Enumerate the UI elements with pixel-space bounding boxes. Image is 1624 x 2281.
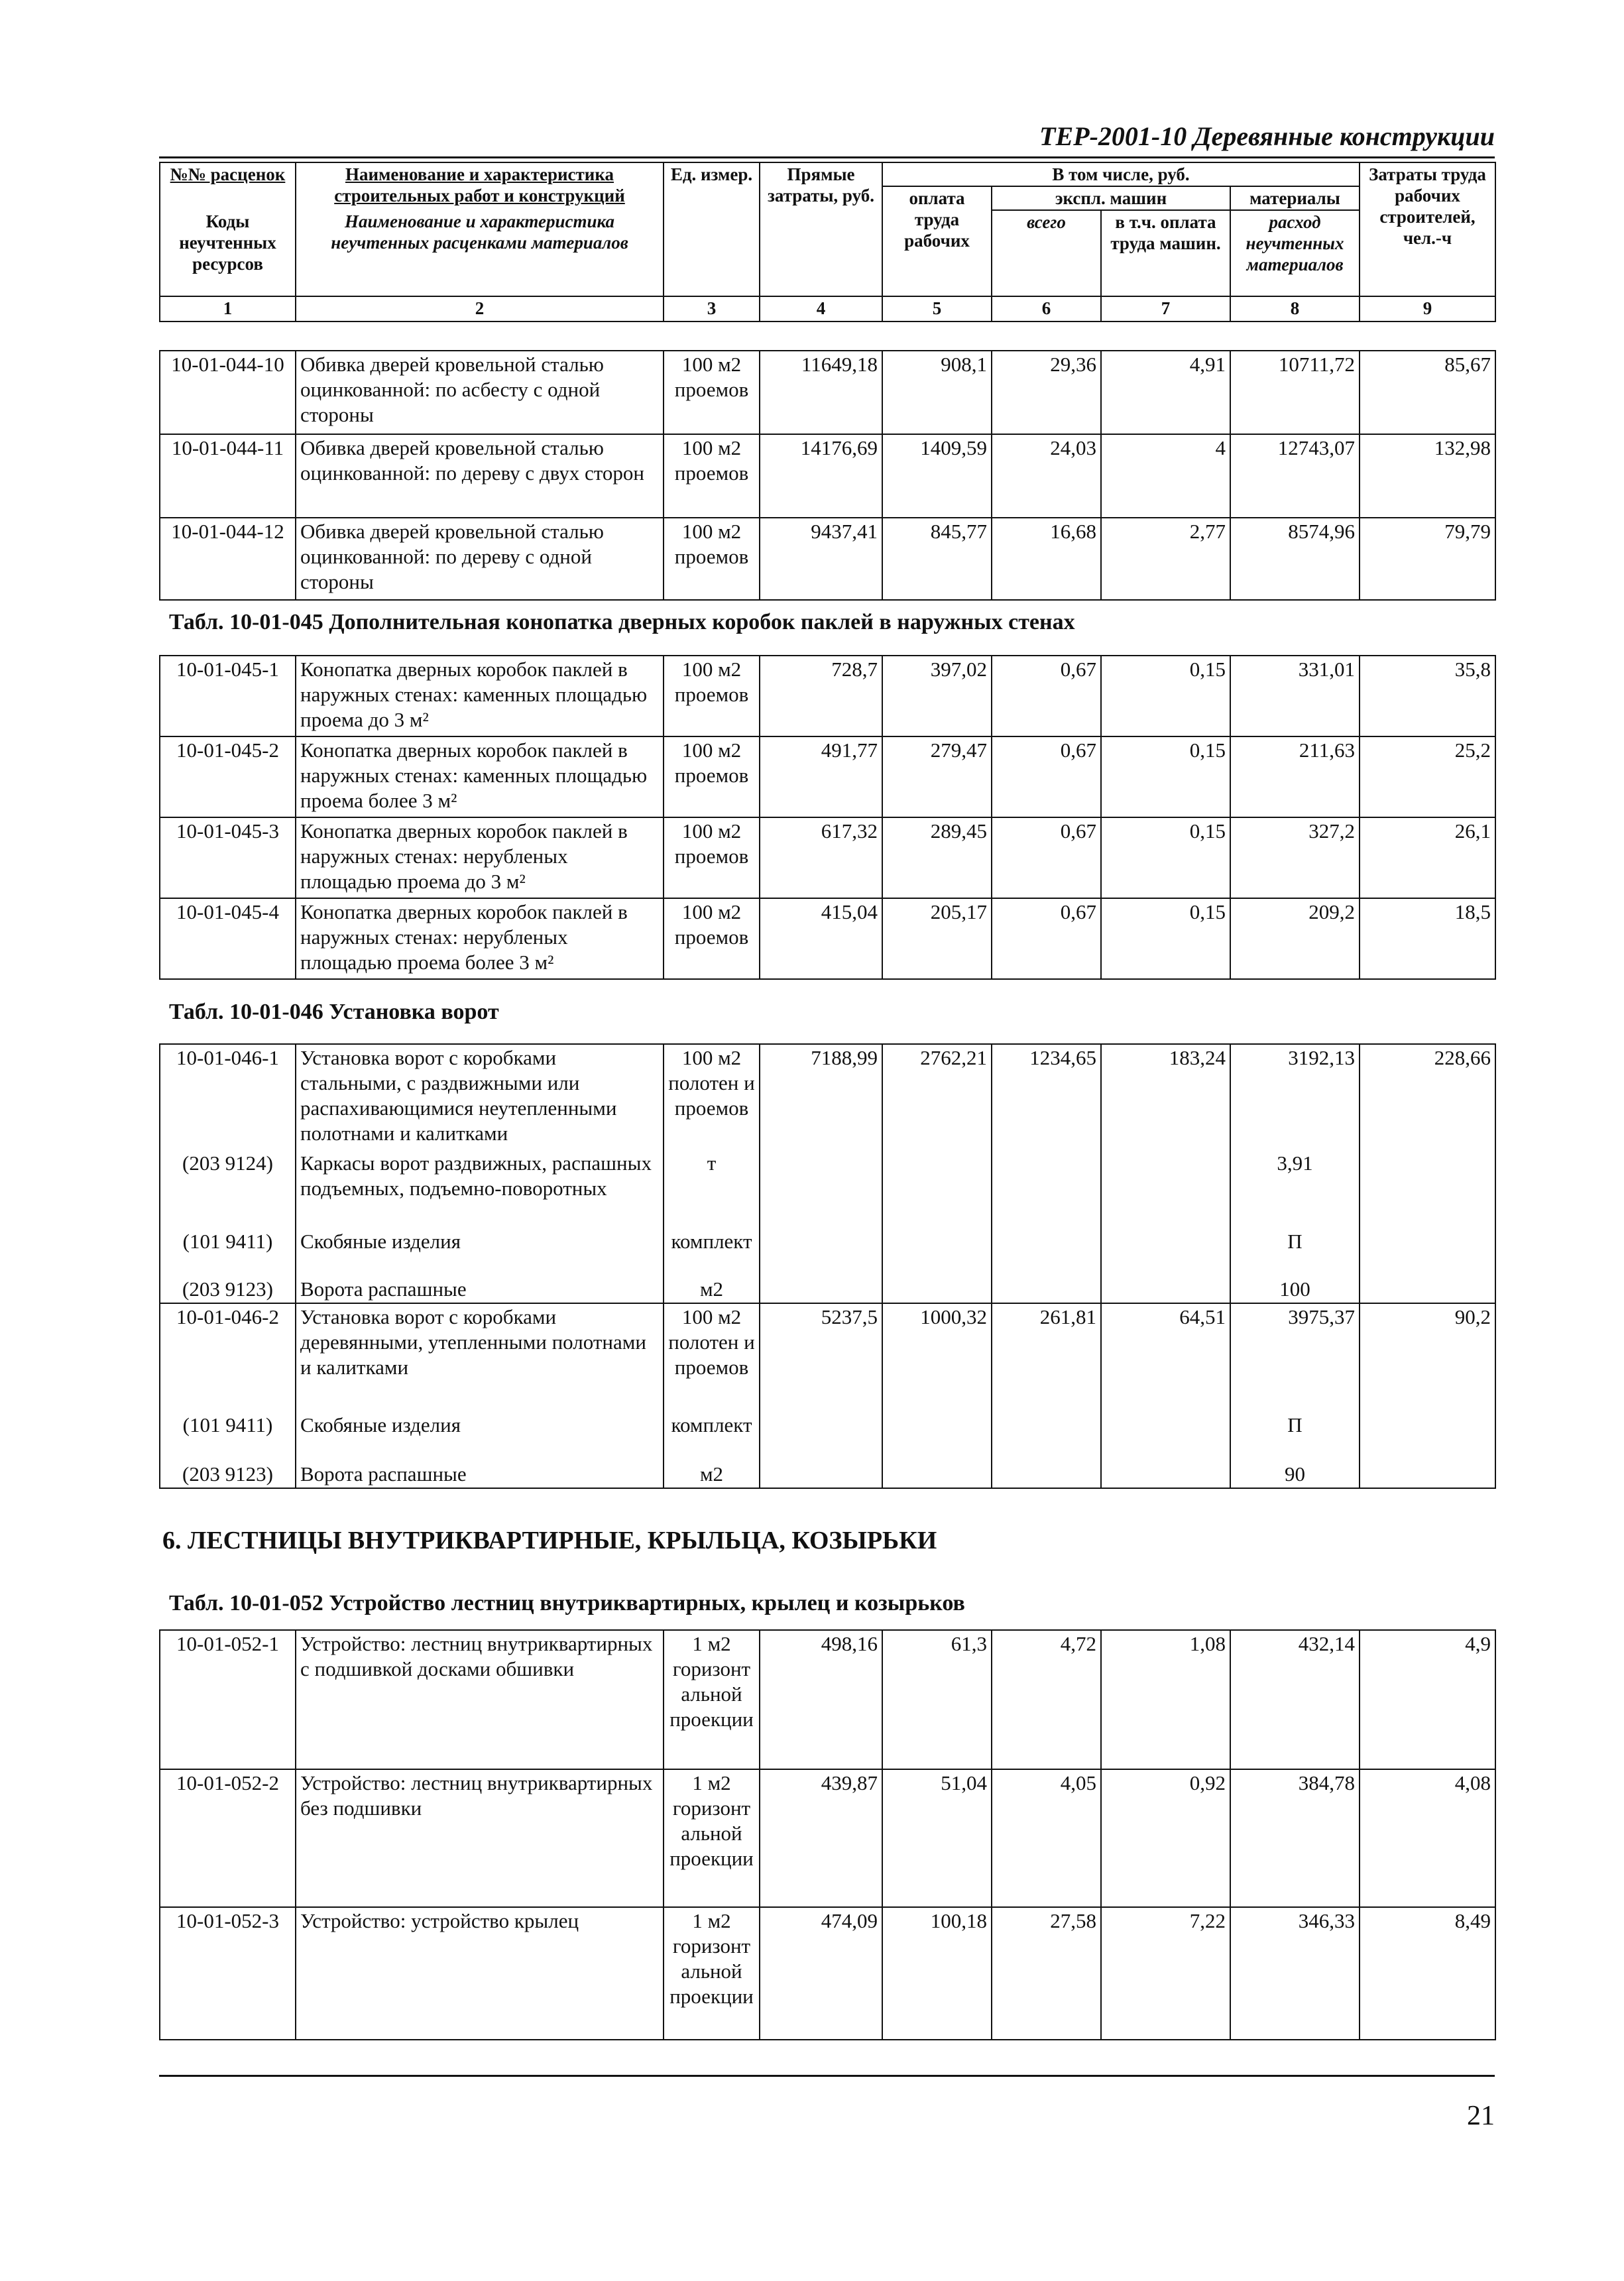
- machines-pay: 183,24: [1101, 1044, 1230, 1150]
- resource-row: [160, 1412, 1495, 1461]
- labor-hours: 85,67: [1360, 351, 1495, 434]
- header-mach-all: всего: [992, 210, 1101, 296]
- table-row: [160, 898, 1495, 979]
- labor-pay: 2762,21: [882, 1044, 992, 1150]
- unit: м2: [664, 1276, 760, 1303]
- table-row: [160, 518, 1495, 600]
- col-num: 6: [992, 296, 1101, 322]
- labor-pay: 205,17: [882, 898, 992, 979]
- machines-pay: 4,91: [1101, 351, 1230, 434]
- resource-row: [160, 1228, 1495, 1276]
- unit: м2: [664, 1461, 760, 1488]
- rate-code: 10-01-045-3: [160, 817, 296, 898]
- resource-row: [160, 1276, 1495, 1303]
- col-num: 9: [1360, 296, 1495, 322]
- labor-pay: 61,3: [882, 1630, 992, 1769]
- materials: 10711,72: [1230, 351, 1360, 434]
- unit: т: [664, 1150, 760, 1228]
- table-row: [160, 1044, 1495, 1150]
- unit: 100 м2 полотен и проемов: [664, 1044, 760, 1150]
- machines-total: 16,68: [992, 518, 1101, 600]
- work-name: Установка ворот с коробками стальными, с раздвижными или распахивающимися неутепленными полотнами и калитками: [296, 1044, 664, 1150]
- rate-code: 10-01-045-4: [160, 898, 296, 979]
- table-row: [160, 1907, 1495, 2040]
- labor-hours: 18,5: [1360, 898, 1495, 979]
- header-mach-pay: в т.ч. оплата труда машин.: [1101, 210, 1230, 296]
- labor-hours: 4,08: [1360, 1769, 1495, 1907]
- col-num: 1: [160, 296, 296, 322]
- rate-code: 10-01-052-2: [160, 1769, 296, 1907]
- labor-pay: 100,18: [882, 1907, 992, 2040]
- work-name: Конопатка дверных коробок паклей в наружных стенах: нерубленых площадью проема более 3 м²: [296, 898, 664, 979]
- direct-cost: 14176,69: [760, 434, 882, 518]
- material-amount: П: [1230, 1412, 1360, 1461]
- table-052: [159, 1629, 1496, 2040]
- materials: 3192,13: [1230, 1044, 1360, 1150]
- resource-name: Ворота распашные: [296, 1461, 664, 1488]
- col-num: 5: [882, 296, 992, 322]
- header-name-sub: Наименование и характеристика неучтенных расценками материалов: [296, 210, 664, 296]
- material-amount: 90: [1230, 1461, 1360, 1488]
- work-name: Устройство: лестниц внутриквартирных с подшивкой досками обшивки: [296, 1630, 664, 1769]
- resource-name: Ворота распашные: [296, 1276, 664, 1303]
- table-row: [160, 817, 1495, 898]
- work-name: Конопатка дверных коробок паклей в наружных стенах: нерубленых площадью проема до 3 м²: [296, 817, 664, 898]
- resource-code: (203 9124): [160, 1150, 296, 1228]
- work-name: Обивка дверей кровельной сталью оцинкованной: по асбесту с одной стороны: [296, 351, 664, 434]
- unit: 1 м2 горизонтальной проекции: [664, 1630, 760, 1769]
- unit: 1 м2 горизонтальной проекции: [664, 1769, 760, 1907]
- machines-total: 261,81: [992, 1303, 1101, 1412]
- page-number: 21: [1467, 2101, 1495, 2131]
- machines-pay: 64,51: [1101, 1303, 1230, 1412]
- header-machines: экспл. машин: [992, 186, 1230, 210]
- materials: 3975,37: [1230, 1303, 1360, 1412]
- machines-pay: 4: [1101, 434, 1230, 518]
- resource-row: [160, 1150, 1495, 1228]
- labor-pay: 1409,59: [882, 434, 992, 518]
- header-unit: Ед. измер.: [664, 162, 760, 296]
- unit: комплект: [664, 1228, 760, 1276]
- materials: 331,01: [1230, 656, 1360, 736]
- table-row: [160, 1630, 1495, 1769]
- direct-cost: 415,04: [760, 898, 882, 979]
- machines-pay: 0,15: [1101, 656, 1230, 736]
- resource-row: [160, 1461, 1495, 1488]
- materials: 346,33: [1230, 1907, 1360, 2040]
- unit: 1 м2 горизонтальной проекции: [664, 1907, 760, 2040]
- machines-pay: 2,77: [1101, 518, 1230, 600]
- work-name: Обивка дверей кровельной сталью оцинкованной: по дереву с одной стороны: [296, 518, 664, 600]
- rate-code: 10-01-046-1: [160, 1044, 296, 1150]
- header-labor: Затраты труда рабочих строителей, чел.-ч: [1360, 162, 1495, 296]
- machines-total: 4,05: [992, 1769, 1101, 1907]
- unit: 100 м2 полотен и проемов: [664, 1303, 760, 1412]
- materials: 12743,07: [1230, 434, 1360, 518]
- labor-hours: 79,79: [1360, 518, 1495, 600]
- direct-cost: 7188,99: [760, 1044, 882, 1150]
- column-header-table: [159, 162, 1496, 322]
- machines-pay: 0,15: [1101, 898, 1230, 979]
- labor-hours: 25,2: [1360, 736, 1495, 817]
- labor-pay: 1000,32: [882, 1303, 992, 1412]
- col-num: 7: [1101, 296, 1230, 322]
- table-caption-052: Табл. 10-01-052 Устройство лестниц внутриквартирных, крылец и козырьков: [169, 1591, 965, 1615]
- work-name: Обивка дверей кровельной сталью оцинкованной: по дереву с двух сторон: [296, 434, 664, 518]
- table-row: [160, 1303, 1495, 1412]
- table-044: [159, 350, 1496, 601]
- rate-code: 10-01-045-1: [160, 656, 296, 736]
- running-head: ТЕР-2001-10 Деревянные конструкции: [1039, 121, 1495, 151]
- machines-pay: 7,22: [1101, 1907, 1230, 2040]
- labor-pay: 289,45: [882, 817, 992, 898]
- col-num: 4: [760, 296, 882, 322]
- table-row: [160, 656, 1495, 736]
- resource-code: (101 9411): [160, 1228, 296, 1276]
- machines-total: 4,72: [992, 1630, 1101, 1769]
- resource-name: Скобяные изделия: [296, 1228, 664, 1276]
- header-materials: материалы: [1230, 186, 1360, 210]
- machines-pay: 0,92: [1101, 1769, 1230, 1907]
- table-row: [160, 1769, 1495, 1907]
- direct-cost: 439,87: [760, 1769, 882, 1907]
- column-numbers-row: [160, 296, 1495, 322]
- resource-name: Скобяные изделия: [296, 1412, 664, 1461]
- machines-total: 0,67: [992, 817, 1101, 898]
- work-name: Конопатка дверных коробок паклей в наружных стенах: каменных площадью проема более 3 м²: [296, 736, 664, 817]
- resource-code: (101 9411): [160, 1412, 296, 1461]
- table-045: [159, 655, 1496, 980]
- labor-hours: 35,8: [1360, 656, 1495, 736]
- direct-cost: 474,09: [760, 1907, 882, 2040]
- labor-hours: 228,66: [1360, 1044, 1495, 1150]
- direct-cost: 491,77: [760, 736, 882, 817]
- rate-code: 10-01-046-2: [160, 1303, 296, 1412]
- unit: комплект: [664, 1412, 760, 1461]
- header-name: Наименование и характеристика строительных работ и конструкций: [296, 162, 664, 210]
- unit: 100 м2 проемов: [664, 817, 760, 898]
- unit: 100 м2 проемов: [664, 656, 760, 736]
- table-row: [160, 351, 1495, 434]
- resource-code: (203 9123): [160, 1461, 296, 1488]
- header-rule: [159, 156, 1495, 158]
- col-num: 8: [1230, 296, 1360, 322]
- direct-cost: 728,7: [760, 656, 882, 736]
- work-name: Установка ворот с коробками деревянными, утепленными полотнами и калитками: [296, 1303, 664, 1412]
- direct-cost: 11649,18: [760, 351, 882, 434]
- work-name: Устройство: устройство крылец: [296, 1907, 664, 2040]
- labor-hours: 26,1: [1360, 817, 1495, 898]
- machines-total: 0,67: [992, 736, 1101, 817]
- material-amount: 3,91: [1230, 1150, 1360, 1228]
- header-codes: №№ расценок: [160, 162, 296, 210]
- labor-pay: 397,02: [882, 656, 992, 736]
- labor-pay: 908,1: [882, 351, 992, 434]
- header-codes-sub: Коды неучтенных ресурсов: [160, 210, 296, 296]
- col-num: 3: [664, 296, 760, 322]
- materials: 8574,96: [1230, 518, 1360, 600]
- resource-code: (203 9123): [160, 1276, 296, 1303]
- materials: 432,14: [1230, 1630, 1360, 1769]
- rate-code: 10-01-044-11: [160, 434, 296, 518]
- machines-total: 1234,65: [992, 1044, 1101, 1150]
- unit: 100 м2 проемов: [664, 518, 760, 600]
- header-pay: оплата труда рабочих: [882, 186, 992, 296]
- rate-code: 10-01-045-2: [160, 736, 296, 817]
- rate-code: 10-01-044-12: [160, 518, 296, 600]
- labor-hours: 90,2: [1360, 1303, 1495, 1412]
- labor-pay: 51,04: [882, 1769, 992, 1907]
- labor-hours: 4,9: [1360, 1630, 1495, 1769]
- machines-pay: 1,08: [1101, 1630, 1230, 1769]
- machines-total: 0,67: [992, 898, 1101, 979]
- table-046: [159, 1043, 1496, 1489]
- header-including: В том числе, руб.: [882, 162, 1360, 186]
- footer-rule: [159, 2075, 1495, 2077]
- table-row: [160, 736, 1495, 817]
- resource-name: Каркасы ворот раздвижных, распашных подъемных, подъемно-поворотных: [296, 1150, 664, 1228]
- work-name: Устройство: лестниц внутриквартирных без подшивки: [296, 1769, 664, 1907]
- rate-code: 10-01-052-3: [160, 1907, 296, 2040]
- machines-pay: 0,15: [1101, 817, 1230, 898]
- labor-pay: 845,77: [882, 518, 992, 600]
- rate-code: 10-01-044-10: [160, 351, 296, 434]
- table-caption-045: Табл. 10-01-045 Дополнительная конопатка дверных коробок паклей в наружных стенах: [169, 610, 1075, 634]
- table-caption-046: Табл. 10-01-046 Установка ворот: [169, 1000, 499, 1024]
- header-direct: Прямые затраты, руб.: [760, 162, 882, 296]
- section-heading: 6. ЛЕСТНИЦЫ ВНУТРИКВАРТИРНЫЕ, КРЫЛЬЦА, КОЗЫРЬКИ: [162, 1527, 937, 1554]
- unit: 100 м2 проемов: [664, 351, 760, 434]
- unit: 100 м2 проемов: [664, 736, 760, 817]
- direct-cost: 9437,41: [760, 518, 882, 600]
- labor-hours: 132,98: [1360, 434, 1495, 518]
- direct-cost: 617,32: [760, 817, 882, 898]
- labor-hours: 8,49: [1360, 1907, 1495, 2040]
- table-row: [160, 434, 1495, 518]
- machines-pay: 0,15: [1101, 736, 1230, 817]
- work-name: Конопатка дверных коробок паклей в наружных стенах: каменных площадью проема до 3 м²: [296, 656, 664, 736]
- direct-cost: 5237,5: [760, 1303, 882, 1412]
- machines-total: 27,58: [992, 1907, 1101, 2040]
- materials: 209,2: [1230, 898, 1360, 979]
- materials: 211,63: [1230, 736, 1360, 817]
- col-num: 2: [296, 296, 664, 322]
- header-mat-sub: расход неучтенных материалов: [1230, 210, 1360, 296]
- rate-code: 10-01-052-1: [160, 1630, 296, 1769]
- machines-total: 29,36: [992, 351, 1101, 434]
- machines-total: 24,03: [992, 434, 1101, 518]
- material-amount: П: [1230, 1228, 1360, 1276]
- materials: 327,2: [1230, 817, 1360, 898]
- unit: 100 м2 проемов: [664, 434, 760, 518]
- direct-cost: 498,16: [760, 1630, 882, 1769]
- materials: 384,78: [1230, 1769, 1360, 1907]
- machines-total: 0,67: [992, 656, 1101, 736]
- material-amount: 100: [1230, 1276, 1360, 1303]
- labor-pay: 279,47: [882, 736, 992, 817]
- unit: 100 м2 проемов: [664, 898, 760, 979]
